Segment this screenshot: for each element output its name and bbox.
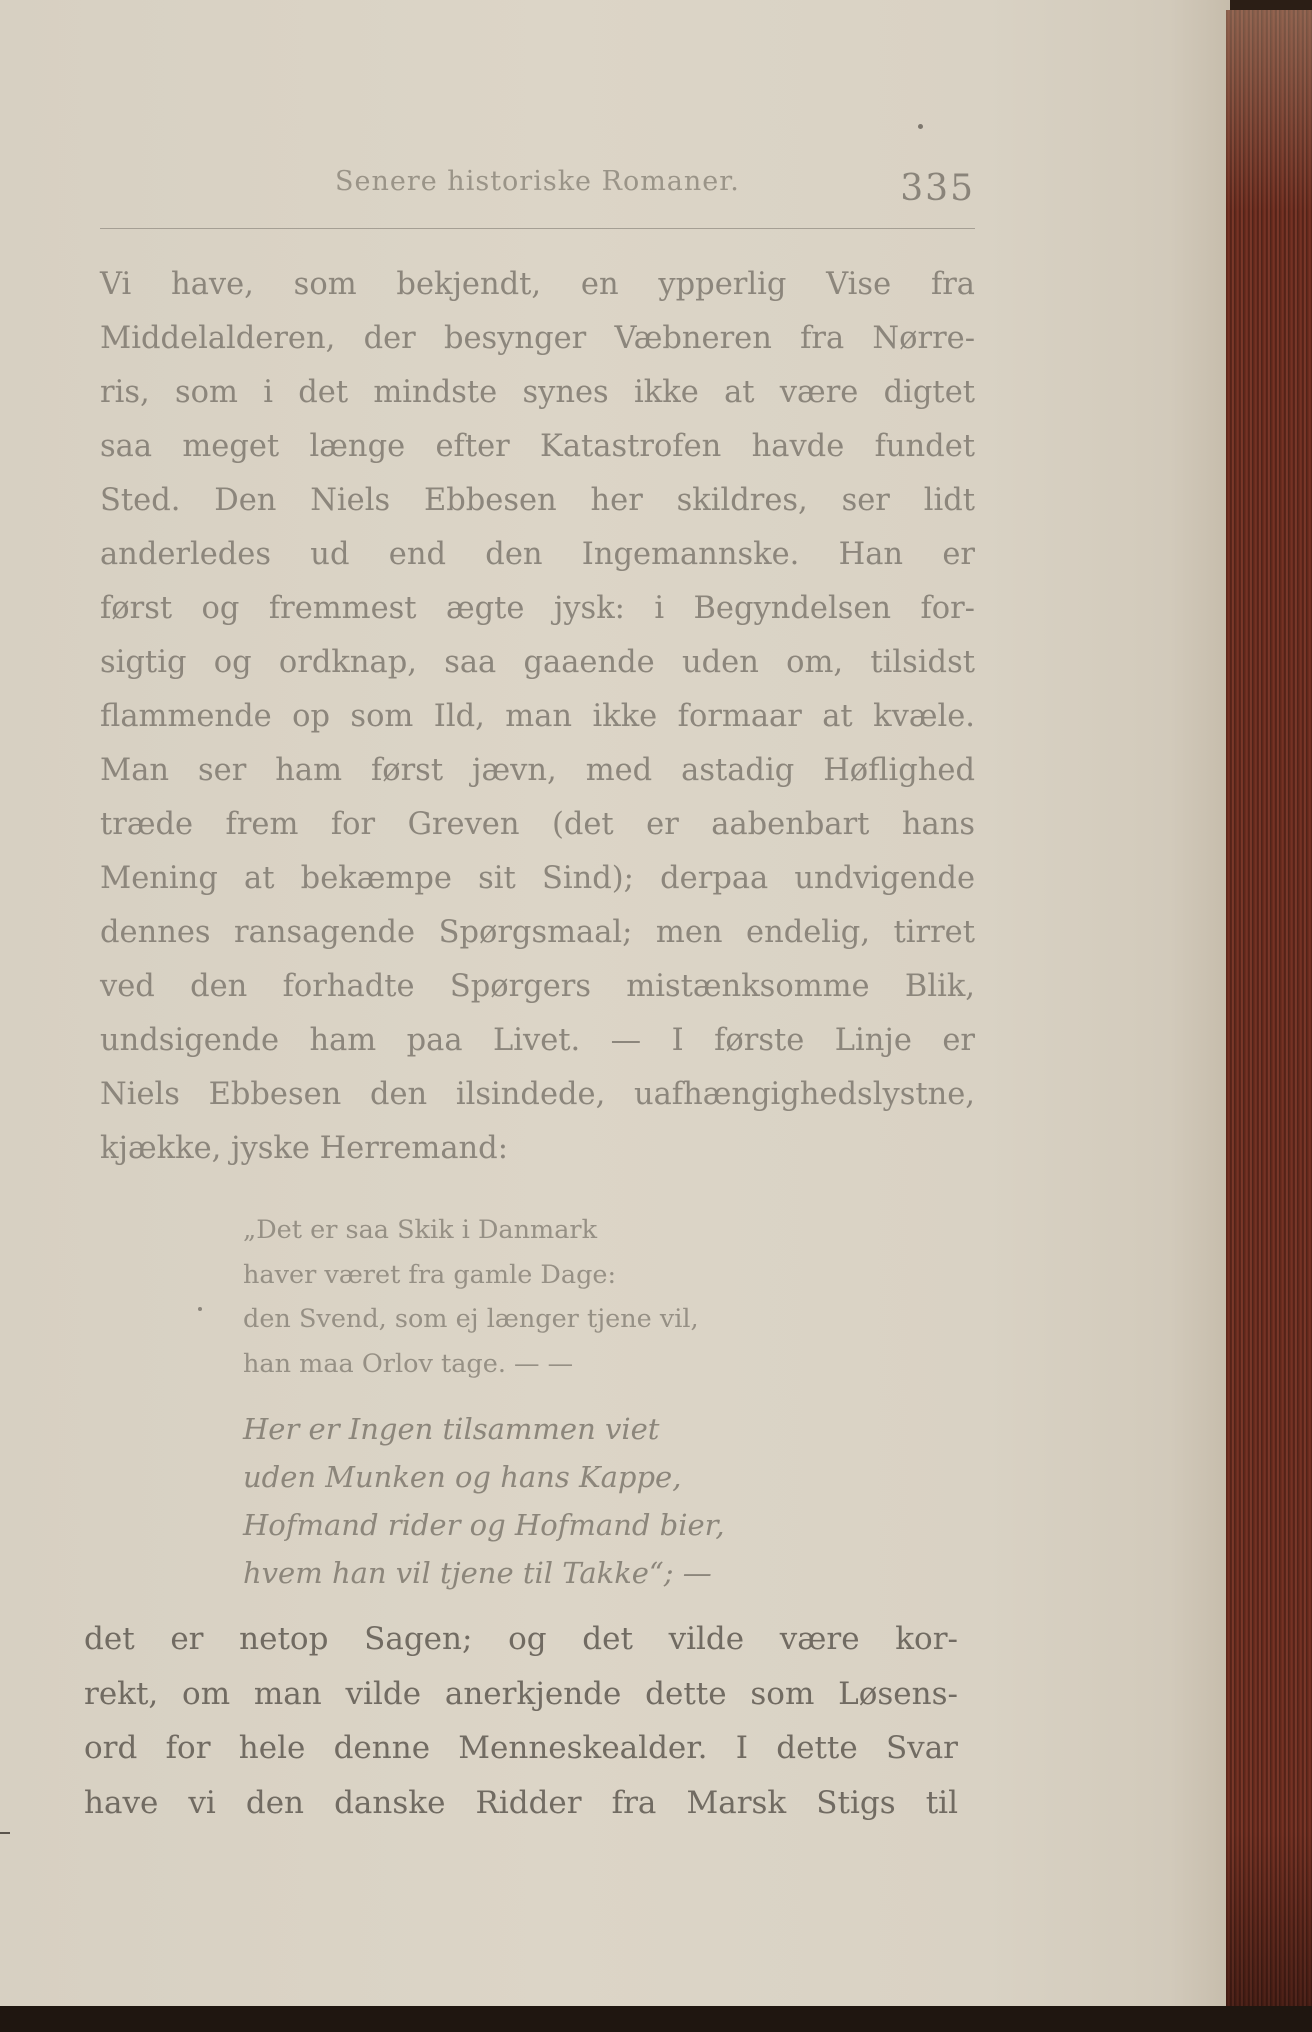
page-header: [100, 158, 975, 229]
text-line: det er netop Sagen; og det vilde være kor-: [84, 1621, 958, 1657]
verse-line: haver været fra gamle Dage:: [243, 1259, 617, 1290]
verse-stanza-2: [243, 1405, 725, 1597]
running-title: Senere historiske Romaner.: [335, 166, 740, 197]
verse-line: hvem han vil tjene til Takke“; —: [243, 1556, 712, 1590]
margin-mark: [0, 1832, 10, 1834]
text-line: Vi have, som bekjendt, en ypperlig Vise fra: [100, 267, 975, 302]
text-line: Middelalderen, der besynger Væbneren fra Nørre-: [100, 321, 975, 356]
text-line: anderledes ud end den Ingemannske. Han er: [100, 537, 975, 572]
verse-line: „Det er saa Skik i Danmark: [243, 1215, 598, 1245]
verse-line: han maa Orlov tage. — —: [243, 1348, 574, 1379]
text-line: ris, som i det mindste synes ikke at være digtet: [100, 375, 975, 410]
verse-line: uden Munken og hans Kappe,: [243, 1460, 682, 1494]
body-paragraph: [100, 258, 975, 1176]
closing-paragraph: [84, 1612, 958, 1830]
text-line: saa meget længe efter Katastrofen havde fundet: [100, 429, 975, 464]
text-line: have vi den danske Ridder fra Marsk Stigs til: [84, 1784, 958, 1821]
text-line: ord for hele denne Menneskealder. I dette Svar: [84, 1730, 958, 1766]
text-line: Niels Ebbesen den ilsindede, uafhængighedslystne,: [100, 1077, 975, 1112]
scan-bottom-border: [0, 2006, 1312, 2032]
text-line: sigtig og ordknap, saa gaaende uden om, tilsidst: [100, 645, 975, 680]
margin-dot: [198, 1307, 202, 1311]
text-line: undsigende ham paa Livet. — I første Linje er: [100, 1023, 975, 1058]
text-line: først og fremmest ægte jysk: i Begyndelsen for-: [100, 591, 975, 626]
ink-speck: [918, 124, 923, 129]
verse-stanza-1: [243, 1208, 699, 1386]
verse-line: Hofmand rider og Hofmand bier,: [243, 1508, 725, 1542]
verse-line: den Svend, som ej længer tjene vil,: [243, 1304, 699, 1334]
text-line: træde frem for Greven (det er aabenbart hans: [100, 807, 975, 842]
text-line: Sted. Den Niels Ebbesen her skildres, ser lidt: [100, 483, 975, 518]
text-line: Man ser ham først jævn, med astadig Høflighed: [100, 753, 975, 788]
page-number: 335: [900, 168, 975, 209]
verse-line: Her er Ingen tilsammen viet: [243, 1412, 660, 1446]
text-line: Mening at bekæmpe sit Sind); derpaa undvigende: [100, 861, 975, 896]
text-line: flammende op som Ild, man ikke formaar at kvæle.: [100, 699, 975, 734]
text-line: rekt, om man vilde anerkjende dette som Løsens-: [84, 1675, 958, 1712]
text-line: ved den forhadte Spørgers mistænksomme Blik,: [100, 969, 975, 1004]
page-stack-edge: [1226, 10, 1312, 2032]
text-line: dennes ransagende Spørgsmaal; men endelig, tirret: [100, 915, 975, 950]
text-line: kjække, jyske Herremand:: [100, 1131, 508, 1166]
